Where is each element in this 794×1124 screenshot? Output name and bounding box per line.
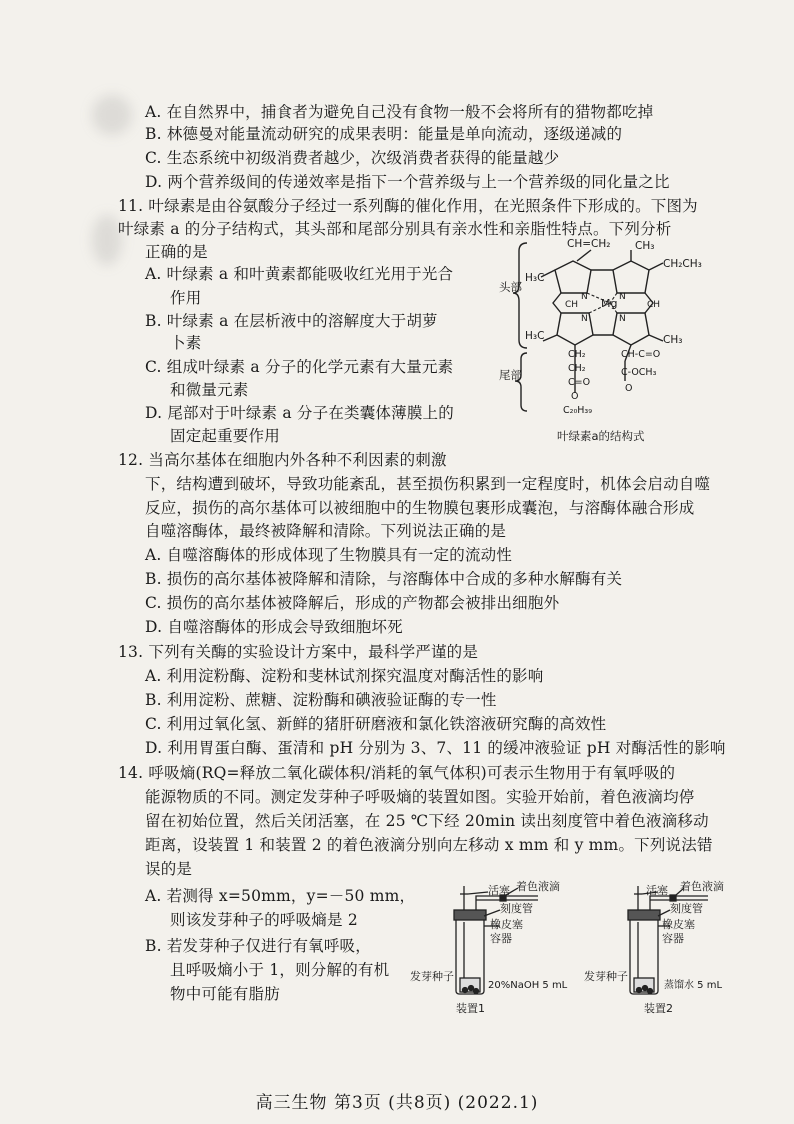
label-n4: N [619,314,626,324]
label-ch3-bottom: CH₃ [663,334,683,346]
q11-stem-line3: 正确的是 [145,243,208,261]
q13-option-c: C. 利用过氧化氢、新鲜的猪肝研磨液和氯化铁溶液研究酶的高效性 [145,715,607,733]
label-ch2-a: CH₂ [568,349,586,360]
label-ch-right: CH [647,300,661,310]
q11-option-c: C. 组成叶绿素 a 分子的化学元素有大量元素 [145,358,454,376]
device-1-tube-label: 刻度管 [500,902,533,915]
device-2-caption: 装置2 [644,1002,673,1015]
q14-option-a: A. 若测得 x=50mm，y=－50 mm， [145,887,416,905]
device-2-droplet-label: 着色液滴 [680,880,724,893]
q14-option-a-cont: 则该发芽种子的呼吸熵是 2 [170,911,358,929]
device-2-container-label: 容器 [662,932,684,945]
label-h3c-bottom: H₃C [525,330,545,342]
q13-option-d: D. 利用胃蛋白酶、蛋清和 pH 分别为 3、7、11 的缓冲液验证 pH 对酶活性的影响 [145,739,726,757]
q11-stem-line2: 叶绿素 a 的分子结构式，其头部和尾部分别具有亲水性和亲脂性特点。下列分析 [118,220,672,238]
q11-option-d: D. 尾部对于叶绿素 a 分子在类囊体薄膜上的 [145,404,454,422]
q13-option-a: A. 利用淀粉酶、淀粉和斐林试剂探究温度对酶活性的影响 [145,667,544,685]
label-h3c-left: H₃C [525,272,545,284]
device-2-tube-label: 刻度管 [670,902,703,915]
q10-option-c: C. 生态系统中初级消费者越少，次级消费者获得的能量越少 [145,149,560,167]
q11-option-a-cont: 作用 [170,289,202,307]
q12-stem-line1: 12. 当高尔基体在细胞内外各种不利因素的刺激 [118,451,447,469]
figure-caption: 叶绿素a的结构式 [557,429,645,443]
pyrrole-ring-2 [613,261,649,293]
device-1-stopcock-label: 活塞 [488,884,510,897]
label-ch2-b: CH₂ [568,363,586,374]
q14-option-b-cont2: 物中可能有脂肪 [170,985,280,1003]
device-2-rubber-plug [628,910,660,920]
chlorophyll-a-structure-figure [495,235,735,450]
q14-option-b-cont1: 且呼吸熵小于 1，则分解的有机 [170,961,390,979]
q12-stem-line3: 反应，损伤的高尔基体可以被细胞中的生物膜包裹形成囊泡，与溶酶体融合形成 [145,499,695,517]
q12-option-c: C. 损伤的高尔基体被降解后，形成的产物都会被排出细胞外 [145,594,560,612]
q11-option-c-cont: 和微量元素 [170,381,249,399]
q13-stem: 13. 下列有关酶的实验设计方案中，最科学严谨的是 [118,643,479,661]
label-n2: N [619,292,626,302]
head-label: 头部 [499,280,522,294]
device-2-plug-label: 橡皮塞 [662,918,695,931]
q13-option-b: B. 利用淀粉、蔗糖、淀粉酶和碘液验证酶的专一性 [145,691,497,709]
print-smudge [92,95,132,135]
q11-stem-line1: 11. 叶绿素是由谷氨酸分子经过一系列酶的催化作用，在光照条件下形成的。下图为 [118,197,698,215]
q14-stem-line2: 能源物质的不同。测定发芽种子呼吸熵的装置如图。实验开始前，着色液滴均停 [145,788,695,806]
label-c-och3: C-OCH₃ [621,367,657,378]
q14-option-b: B. 若发芽种子仅进行有氧呼吸， [145,937,371,955]
label-n3: N [581,314,588,324]
tail-label: 尾部 [499,368,522,382]
device-1-plug-label: 橡皮塞 [490,918,523,931]
device-1-seeds-label: 发芽种子 [410,970,454,983]
q11-option-b: B. 叶绿素 a 在层析液中的溶解度大于胡萝 [145,312,438,330]
label-vinyl: CH=CH₂ [567,238,611,250]
q14-stem-line4: 距离，设装置 1 和装置 2 的着色液滴分别向左移动 x mm 和 y mm。下列说法错 [145,836,713,854]
label-c-o: C=O [568,377,591,388]
q12-option-d: D. 自噬溶酶体的形成会导致细胞坏死 [145,618,403,636]
q12-option-a: A. 自噬溶酶体的形成体现了生物膜具有一定的流动性 [145,546,513,564]
device-1-rubber-plug [454,910,486,920]
device-1-solution-label: 20%NaOH 5 mL [488,980,568,991]
label-n1: N [581,292,588,302]
q11-option-d-cont: 固定起重要作用 [170,427,280,445]
q10-option-a: A. 在自然界中，捕食者为避免自己没有食物一般不会将所有的猎物都吃掉 [145,103,654,121]
label-ch-left: CH [565,300,579,310]
device-1-caption: 装置1 [456,1002,485,1015]
page-footer: 高三生物 第3页 (共8页) (2022.1) [255,1093,539,1113]
q11-option-a: A. 叶绿素 a 和叶黄素都能吸收红光用于光合 [145,265,454,283]
label-ethyl: CH₂CH₃ [663,258,702,270]
label-phytyl: C₂₀H₃₉ [563,405,593,416]
pyrrole-ring-1 [555,261,591,293]
device-2-seeds-label: 发芽种子 [584,970,628,983]
label-ch-c-o: CH-C=O [621,349,661,360]
q12-stem-line4: 自噬溶酶体，最终被降解和清除。下列说法正确的是 [145,522,507,540]
respiration-apparatus-figure [408,876,748,1018]
q12-option-b: B. 损伤的高尔基体被降解和清除，与溶酶体中合成的多种水解酶有关 [145,570,623,588]
q10-option-b: B. 林德曼对能量流动研究的成果表明：能量是单向流动，逐级递减的 [145,125,623,143]
q11-option-b-cont: 卜素 [170,334,202,352]
device-2-stopcock-label: 活塞 [646,884,668,897]
device-1-container-label: 容器 [490,932,512,945]
device-1-droplet-label: 着色液滴 [516,880,560,893]
q14-stem-line5: 误的是 [145,860,193,878]
tail-bracket [515,353,527,411]
q10-option-d: D. 两个营养级间的传递效率是指下一个营养级与上一个营养级的同化量之比 [145,173,670,191]
q14-stem-line1: 14. 呼吸熵(RQ=释放二氧化碳体积/消耗的氧气体积)可表示生物用于有氧呼吸的 [118,764,676,782]
label-o-ester: O [625,383,633,394]
q14-stem-line3: 留在初始位置，然后关闭活塞，在 25 ℃下经 20min 读出刻度管中着色液滴移动 [145,812,709,830]
label-ch3-top: CH₃ [635,240,655,252]
label-mg: Mg [601,297,618,310]
device-2-solution-label: 蒸馏水 5 mL [664,980,723,991]
q12-stem-line2: 下，结构遭到破坏，导致功能紊乱，甚至损伤积累到一定程度时，机体会启动自噬 [145,475,711,493]
label-o: O [571,391,579,402]
